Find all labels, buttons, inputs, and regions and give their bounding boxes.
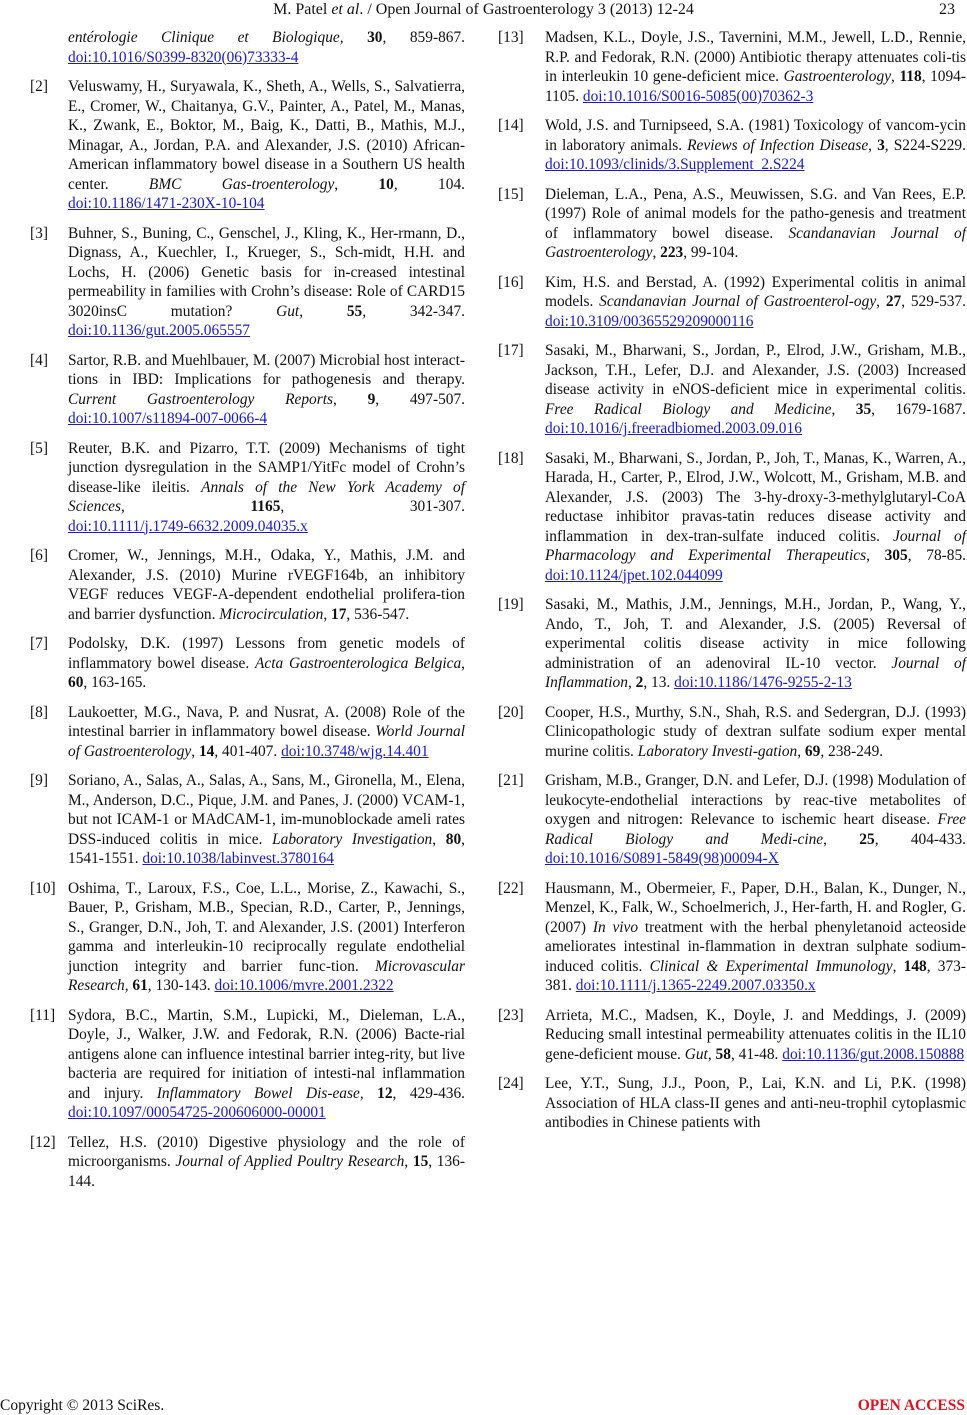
reference-segment: Veluswamy, H., Suryawala, K., Sheth, A., Wells, S., Salvatierra, E., Cromer, W., Chaitanya, G.V., Painter, A., Patel, M., Manas, K., Zwank, E., Boktor, M., Baig, K., Datti, B., Mathis, M.J., Minagar, A., Jordan, P.A. and Alexander, J.S. (2010) African-American inflammatory bowel disease in a Southern US health center. <box>68 78 465 193</box>
reference-segment: , 99-104. <box>683 244 739 261</box>
doi-link[interactable]: doi:10.1111/j.1749-6632.2009.04035.x <box>68 517 308 535</box>
volume-number: 17 <box>331 605 347 623</box>
reference-item <box>498 28 966 106</box>
reference-segment: , <box>120 498 251 515</box>
reference-segment: , <box>797 742 805 760</box>
reference-segment: , 536-547. <box>346 605 410 623</box>
reference-segment: , <box>404 1153 413 1170</box>
reference-item <box>498 449 966 586</box>
volume-number: 60 <box>68 674 84 691</box>
reference-segment: , <box>339 29 368 46</box>
volume-number: 1165 <box>250 498 281 515</box>
volume-number: 305 <box>884 547 908 564</box>
reference-text <box>68 546 465 624</box>
reference-segment: , <box>299 302 347 320</box>
reference-number: [2] <box>30 78 48 95</box>
reference-segment: , 78-85. <box>907 547 966 564</box>
doi-link[interactable]: doi:10.1124/jpet.102.044099 <box>545 566 723 584</box>
volume-number: 58 <box>715 1045 731 1063</box>
reference-text <box>68 879 465 996</box>
volume-number: 3 <box>877 136 885 154</box>
reference-text <box>68 771 465 869</box>
running-header <box>0 0 967 22</box>
reference-item <box>498 771 966 869</box>
running-title: M. Patel et al. / Open Journal of Gastroenterology 3 (2013) 12-24 <box>273 1 694 18</box>
reference-segment: Podolsky, D.K. (1997) Lessons from genetic models of inflammatory bowel disease. <box>68 635 465 672</box>
doi-link[interactable]: doi:10.1097/00054725-200606000-00001 <box>68 1104 326 1121</box>
volume-number: 10 <box>378 175 394 193</box>
reference-text <box>545 771 966 869</box>
doi-link[interactable]: doi:10.1111/j.1365-2249.2007.03350.x <box>575 977 816 994</box>
journal-title: Gut <box>276 302 300 320</box>
volume-number: 9 <box>367 390 376 408</box>
reference-item <box>30 351 465 429</box>
volume-number: 30 <box>367 29 383 46</box>
reference-segment: , <box>191 742 199 760</box>
reference-segment: , 1094-1105. <box>545 68 966 105</box>
reference-segment: Dieleman, L.A., Pena, A.S., Meuwissen, S.G. and Van Rees, E.P. (1997) Role of animal models for the patho-genesis and treatment of inflammatory bowel disease. <box>545 185 966 242</box>
reference-number: [18] <box>498 449 524 467</box>
reference-segment: Cooper, H.S., Murthy, S.N., Shah, R.S. and Sedergran, D.J. (1993) Clinicopathologic study of dextran sulfate sodium exper mental murine colitis. <box>545 703 966 760</box>
reference-segment: , <box>868 136 878 154</box>
reference-text <box>545 185 966 263</box>
journal-title: Clinical & Experimental Immunology <box>649 957 893 975</box>
reference-segment: , <box>891 68 900 85</box>
doi-link[interactable]: doi:10.1016/S0891-5849(98)00094-X <box>545 850 779 867</box>
reference-segment: Laukoetter, M.G., Nava, P. and Nusrat, A. (2008) Role of the intestinal barrier in inflammatory bowel disease. <box>68 703 465 740</box>
reference-segment: Hausmann, M., Obermeier, F., Paper, D.H., Balan, K., Dunger, N., Menzel, K., Falk, W., Schoelmerich, J., Her-farth, H. and Rogler, G. (2007) <box>545 879 966 936</box>
volume-number: 15 <box>412 1153 429 1170</box>
journal-title: Journal of Applied Poultry Research <box>175 1153 405 1170</box>
reference-text <box>545 879 966 996</box>
reference-segment: , 529-537. <box>901 293 967 310</box>
journal-title: Reviews of Infection Disease <box>687 136 869 154</box>
doi-link[interactable]: doi:10.1136/gut.2005.065557 <box>68 322 250 339</box>
reference-number: [19] <box>498 596 524 613</box>
reference-segment: Kim, H.S. and Berstad, A. (1992) Experimental colitis in animal models. <box>545 273 966 310</box>
reference-segment: Lee, Y.T., Sung, J.J., Poon, P., Lai, K.N. and Li, P.K. (1998) Association of HLA class-II genes and anti-neu-trophil cytoplasmic antibodies in Chinese patients with <box>545 1075 966 1131</box>
journal-title: Microvascular Research <box>68 957 465 994</box>
reference-text <box>545 703 966 762</box>
reference-text <box>545 1006 966 1065</box>
doi-link[interactable]: doi:10.1016/j.freeradbiomed.2003.09.016 <box>545 420 802 437</box>
reference-segment: Wold, J.S. and Turnipseed, S.A. (1981) Toxicology of vancom-ycin in laboratory animals. <box>545 117 966 154</box>
reference-number: [6] <box>30 547 48 564</box>
reference-text <box>68 439 465 537</box>
copyright: Copyright © 2013 SciRes. <box>0 1397 165 1414</box>
reference-item <box>498 185 966 263</box>
volume-number: 69 <box>804 742 821 760</box>
reference-number: [4] <box>30 351 48 369</box>
reference-segment: , <box>323 605 332 623</box>
reference-segment: , 373-381. <box>545 957 966 994</box>
reference-segment: Buhner, S., Buning, C., Genschel, J., Kling, K., Her-rmann, D., Dignass, A., Kuechler, I., Krueger, S., Sch-midt, H.H. and Lochs, H. (2006) Genetic basis for in-creased intestinal permeability in families with Crohn’s disease: Role of CARD15 3020insC mutation? <box>68 224 465 320</box>
reference-segment: treatment with the herbal phenyletanoid acteoside ameliorates intestinal in-flammation in dextran sulphate sodium-induced colitis. <box>545 918 966 975</box>
reference-item <box>498 703 966 762</box>
reference-segment: , <box>866 547 885 564</box>
reference-number: [23] <box>498 1006 524 1024</box>
reference-segment: , <box>831 400 856 418</box>
reference-item <box>30 879 465 996</box>
reference-text <box>545 595 966 693</box>
reference-text <box>68 224 465 341</box>
journal-title: entérologie Clinique et Biologique <box>68 29 340 46</box>
volume-number: 35 <box>855 400 872 418</box>
journal-title: Laboratory Investigation <box>272 830 433 848</box>
reference-number: [3] <box>30 224 48 242</box>
reference-item <box>30 703 465 762</box>
reference-segment: , 104. <box>393 175 465 193</box>
volume-number: 27 <box>885 293 902 310</box>
reference-text <box>68 1006 465 1123</box>
reference-segment: , 1679-1687. <box>871 400 966 418</box>
doi-link[interactable]: doi:10.1136/gut.2008.150888 <box>782 1045 965 1063</box>
reference-text <box>545 116 966 175</box>
volume-number: 12 <box>377 1084 393 1102</box>
reference-number: [8] <box>30 703 48 721</box>
volume-number: 148 <box>903 957 927 975</box>
reference-segment: , <box>627 674 636 691</box>
journal-title: Annals of the New York Academy of Sciences <box>68 478 465 515</box>
reference-item <box>498 879 966 996</box>
reference-item <box>30 771 465 869</box>
reference-segment: Oshima, T., Laroux, F.S., Coe, L.L., Morise, Z., Kawachi, S., Bauer, P., Grisham, M.B., Specian, R.D., Carter, P., Jennings, S., Granger, D.N., Joh, T. and Alexander, J.S. (2001) Interferon gamma and interleukin-10 reciprocally regulate endothelial junction integrity and barrier func-tion. <box>68 879 465 975</box>
reference-segment: , <box>124 977 133 994</box>
reference-segment: , 301-307. <box>280 498 465 515</box>
reference-segment: Grisham, M.B., Granger, D.N. and Lefer, D.J. (1998) Modulation of leukocyte-endothelial interactions by reac-tive metabolites of oxygen and nitrogen: Relevance to ischemic heart disease. <box>545 772 966 828</box>
reference-segment: , <box>876 293 886 310</box>
reference-number: [21] <box>498 772 524 789</box>
reference-text <box>68 77 465 214</box>
doi-link[interactable]: doi:10.1186/1471-230X-10-104 <box>68 195 265 212</box>
reference-item <box>30 634 465 693</box>
reference-segment: Sydora, B.C., Martin, S.M., Lupicki, M., Dieleman, L.A., Doyle, J., Walker, J.W. and Fedorak, R.N. (2006) Bacte-rial antigens alone can influence intestinal barrier integ-rity, but live bacteria are required for initiation of intesti-nal inflammation and injury. <box>68 1006 465 1102</box>
reference-segment: , 859-867. <box>382 29 466 46</box>
reference-segment: , <box>359 1084 378 1102</box>
volume-number: 2 <box>635 674 644 691</box>
journal-title: Journal of Inflammation <box>545 654 967 691</box>
reference-segment: , <box>461 654 465 672</box>
journal-title: Current Gastroenterology Reports <box>68 390 333 408</box>
reference-segment: , 41-48. <box>730 1045 783 1063</box>
reference-text <box>545 449 966 586</box>
reference-segment: , <box>892 957 904 975</box>
doi-link[interactable]: doi:10.1038/labinvest.3780164 <box>142 850 334 867</box>
reference-item <box>30 1133 465 1192</box>
reference-number: [12] <box>30 1133 56 1151</box>
reference-segment: , 1541-1551. <box>68 830 465 867</box>
references-left-column <box>30 28 465 1201</box>
volume-number: 25 <box>859 830 875 848</box>
reference-segment: Sasaki, M., Mathis, J.M., Jennings, M.H., Jordan, P., Wang, Y., Ando, T., Joh, T. and Alexander, J.S. (2005) Reversal of experimental colitis disease activity in mice following administration of an adenoviral IL-10 vector. <box>545 596 966 672</box>
reference-segment: , 342-347. <box>362 302 465 320</box>
reference-segment: , <box>823 830 860 848</box>
doi-link[interactable]: doi:10.1186/1476-9255-2-13 <box>674 674 852 691</box>
reference-segment: Sasaki, M., Bharwani, S., Jordan, P., Elrod, J.W., Grisham, M.B., Jackson, T.H., Lefer, D.J. and Alexander, J.S. (2003) Increased disease activity in eNOS-deficient mice in experimental colitis. <box>545 342 966 398</box>
reference-text <box>545 28 966 106</box>
reference-text <box>545 1074 966 1133</box>
doi-link[interactable]: doi:10.1006/mvre.2001.2322 <box>214 977 394 994</box>
reference-segment: Reuter, B.K. and Pizarro, T.T. (2009) Mechanisms of tight junction dysregulation in the SAMP1/YitFc model of Crohn’s disease-like ileitis. <box>68 439 465 496</box>
volume-number: 223 <box>660 244 684 261</box>
reference-text <box>68 28 465 67</box>
reference-segment: , 401-407. <box>214 742 282 760</box>
volume-number: 61 <box>132 977 148 994</box>
volume-number: 14 <box>198 742 215 760</box>
reference-segment: , <box>334 175 379 193</box>
reference-item <box>30 224 465 341</box>
reference-number: [10] <box>30 879 56 897</box>
reference-number: [15] <box>498 185 524 203</box>
reference-segment: , <box>707 1045 716 1063</box>
journal-title: Gastroenterology <box>783 68 892 85</box>
reference-number: [13] <box>498 29 524 46</box>
reference-number: [9] <box>30 772 48 789</box>
reference-item <box>30 439 465 537</box>
journal-title: Acta Gastroenterologica Belgica <box>254 654 462 672</box>
reference-number: [16] <box>498 273 524 291</box>
journal-title: Gut <box>684 1045 708 1063</box>
reference-item <box>498 1074 966 1133</box>
reference-text <box>68 703 465 762</box>
journal-title: Laboratory Investi-gation <box>637 742 798 760</box>
open-access-label: OPEN ACCESS <box>857 1397 965 1414</box>
journal-title: Inflammatory Bowel Dis-ease <box>156 1084 360 1102</box>
reference-item <box>30 1006 465 1123</box>
doi-link[interactable]: doi:10.1016/S0016-5085(00)70362-3 <box>582 87 814 105</box>
reference-segment: , 130-143. <box>147 977 215 994</box>
reference-number: [14] <box>498 117 524 134</box>
doi-link[interactable]: doi:10.1016/S0399-8320(06)73333-4 <box>68 48 299 66</box>
reference-segment: , 238-249. <box>820 742 884 760</box>
reference-segment: Tellez, H.S. (2010) Digestive physiology and the role of microorganisms. <box>68 1133 465 1170</box>
reference-number: [5] <box>30 439 48 457</box>
journal-title: Scandanavian Journal of Gastroenterol-ogy <box>599 293 877 310</box>
journal-title: Scandanavian Journal of Gastroenterology <box>545 224 966 261</box>
journal-title: Microcirculation <box>219 605 324 623</box>
journal-title: World Journal of Gastroenterology <box>68 723 465 760</box>
reference-segment: , <box>432 830 446 848</box>
reference-text <box>68 1133 465 1192</box>
reference-segment: Sartor, R.B. and Muehlbauer, M. (2007) Microbial host interact-tions in IBD: Implications for pathogenesis and therapy. <box>68 351 465 388</box>
reference-number: [7] <box>30 635 48 652</box>
reference-text <box>545 273 966 332</box>
reference-segment: , 136-144. <box>68 1153 465 1190</box>
reference-item <box>498 595 966 693</box>
volume-number: 118 <box>899 68 922 85</box>
journal-title: Free Radical Biology and Medicine <box>545 400 832 418</box>
reference-number: [20] <box>498 703 524 721</box>
reference-segment: Sasaki, M., Bharwani, S., Jordan, P., Joh, T., Manas, K., Warren, A., Harada, H., Carter, P., Elrod, J.W., Wolcott, M., Grisham, M.B. and Alexander, J.S. (2003) The 3-hy-droxy-3-methylglutaryl-CoA reductase inhibitor pravas-tatin reduces disease activity and inflammation in dex-tran-sulfate induced colitis. <box>545 449 966 545</box>
journal-title: Journal of Pharmacology and Experimental Therapeutics <box>545 527 966 564</box>
reference-text <box>545 341 966 439</box>
reference-segment: , <box>652 244 661 261</box>
reference-number: [24] <box>498 1075 524 1092</box>
reference-number: [11] <box>30 1006 56 1024</box>
reference-segment: , 163-165. <box>83 674 147 691</box>
volume-number: 55 <box>346 302 363 320</box>
page-number: 23 <box>939 1 955 18</box>
reference-segment: , 13. <box>643 674 675 691</box>
reference-number: [22] <box>498 879 524 897</box>
journal-title: In vivo <box>592 918 639 936</box>
reference-segment: , <box>332 390 368 408</box>
references-right-column <box>498 28 966 1143</box>
reference-item <box>30 77 465 214</box>
reference-item <box>498 116 966 175</box>
journal-title: BMC Gas-troenterology <box>148 175 335 193</box>
journal-title: Free Radical Biology and Medi-cine <box>545 811 966 848</box>
reference-number: [17] <box>498 342 524 359</box>
reference-segment: Arrieta, M.C., Madsen, K., Doyle, J. and Meddings, J. (2009) Reducing small intestinal permeability attenuates colitis in the IL10 gene-deficient mouse. <box>545 1006 966 1063</box>
reference-text <box>68 634 465 693</box>
doi-link[interactable]: doi:10.1007/s11894-007-0066-4 <box>68 410 268 427</box>
doi-link[interactable]: doi:10.3748/wjg.14.401 <box>281 742 429 760</box>
doi-link[interactable]: doi:10.1093/clinids/3.Supplement_2.S224 <box>545 156 805 173</box>
doi-link[interactable]: doi:10.3109/00365529209000116 <box>545 312 754 330</box>
reference-segment: , S224-S229. <box>884 136 966 154</box>
reference-segment: , 404-433. <box>874 830 966 848</box>
reference-item <box>498 341 966 439</box>
reference-item <box>498 273 966 332</box>
reference-segment: , 429-436. <box>392 1084 466 1102</box>
reference-text <box>68 351 465 429</box>
volume-number: 80 <box>445 830 462 848</box>
reference-segment: Madsen, K.L., Doyle, J.S., Tavernini, M.M., Jewell, L.D., Rennie, R.P. and Fedorak, R.N. (2000) Antibiotic therapy attenuates coli-tis in interleukin 10 gene-deficient mice. <box>545 29 966 85</box>
reference-segment: , 497-507. <box>375 390 465 408</box>
reference-item <box>498 1006 966 1065</box>
reference-item <box>30 546 465 624</box>
reference-continuation <box>30 28 465 67</box>
reference-segment: Cromer, W., Jennings, M.H., Odaka, Y., Mathis, J.M. and Alexander, J.S. (2010) Murine rVEGF164b, an inhibitory VEGF reduces VEGF-A-dependent endothelial prolifera-tion and barrier dysfunction. <box>68 547 465 623</box>
reference-segment: Soriano, A., Salas, A., Salas, A., Sans, M., Gironella, M., Elena, M., Anderson, D.C., Pique, J.M. and Panes, J. (2000) VCAM-1, but not ICAM-1 or MAdCAM-1, im-munoblockade ameli rates DSS-induced colitis in mice. <box>68 772 465 848</box>
